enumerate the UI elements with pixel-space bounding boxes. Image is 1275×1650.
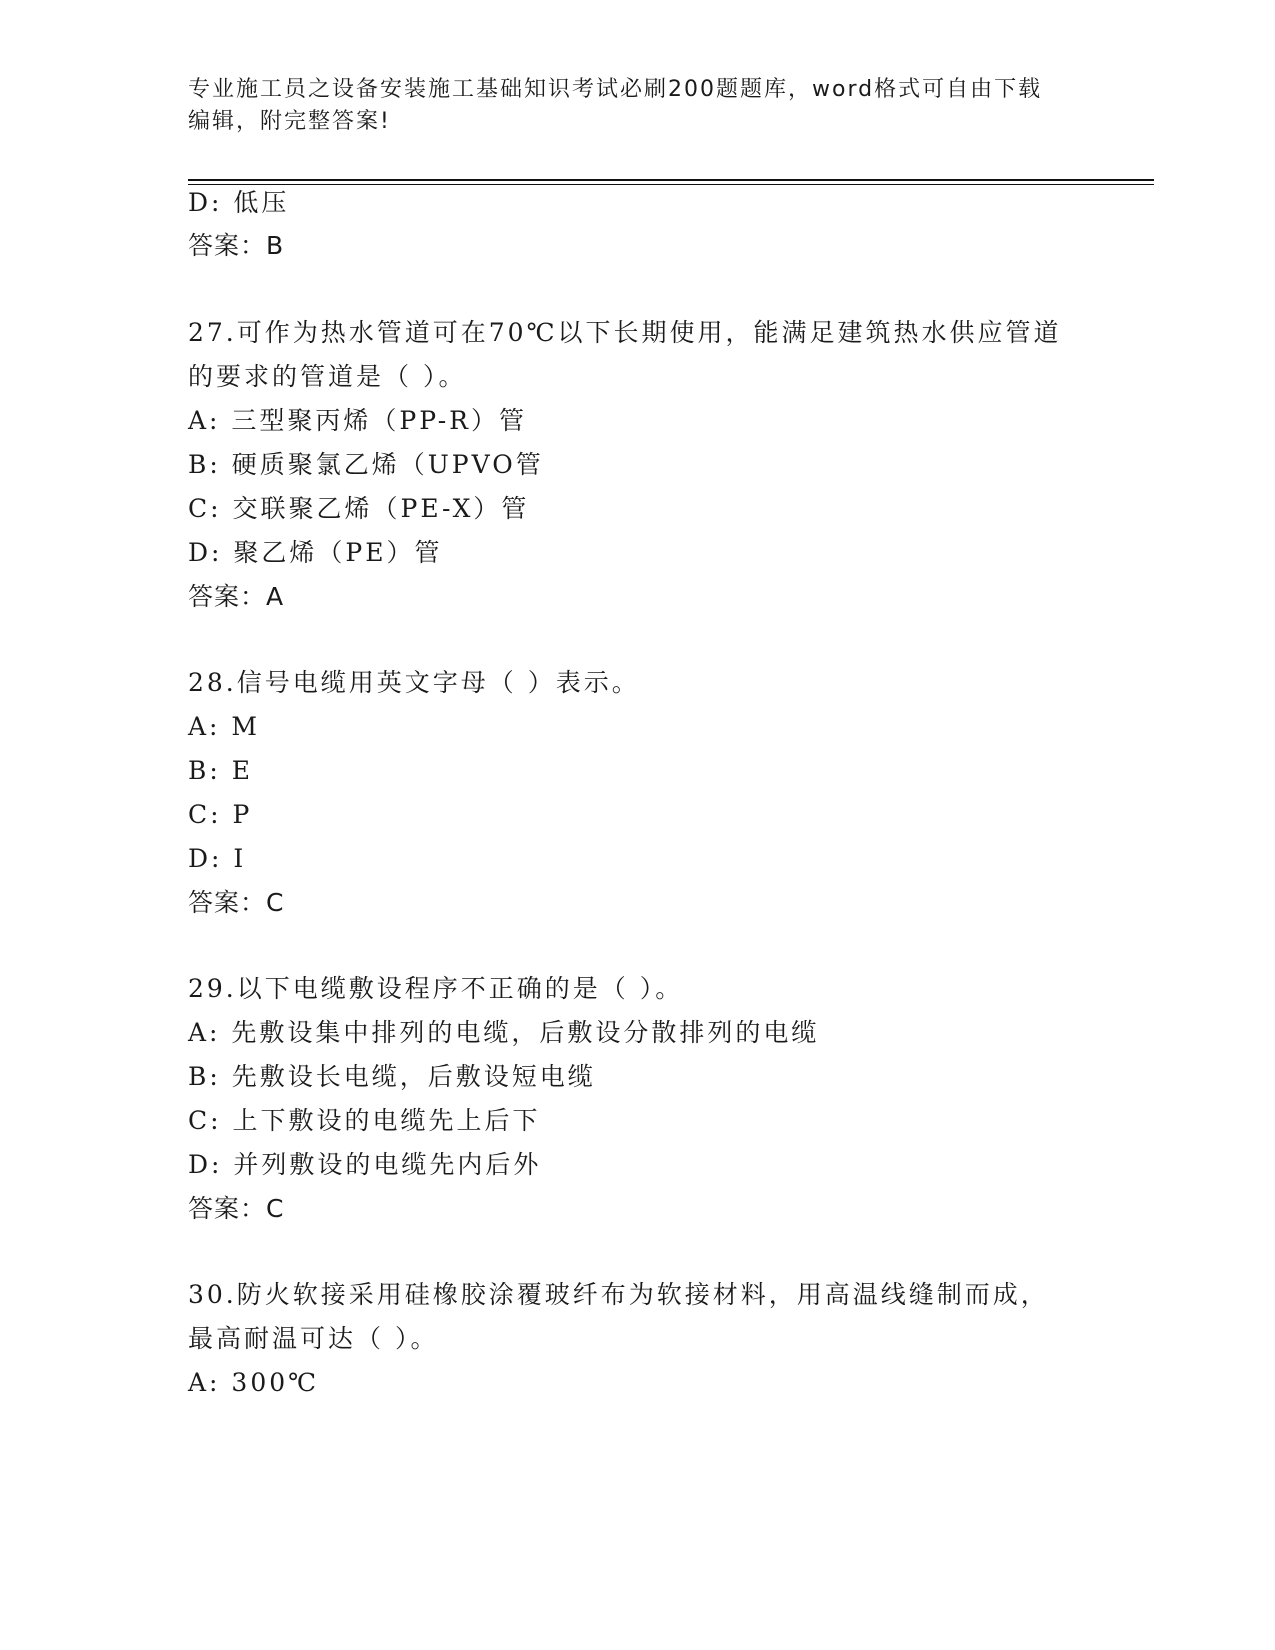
option-d: D: 低压 [188, 188, 290, 217]
header-title-line-1: 专业施工员之设备安装施工基础知识考试必刷200题题库，word格式可自由下载 [188, 77, 1043, 102]
option-a: A: 先敷设集中排列的电缆，后敷设分散排列的电缆 [188, 1018, 820, 1047]
header-divider-thick [188, 179, 1154, 181]
option-a: A: 三型聚丙烯（PP-R）管 [188, 406, 527, 435]
answer-label: 答案：B [188, 231, 285, 260]
question-stem: 29.以下电缆敷设程序不正确的是（ ）。 [188, 974, 684, 1003]
answer-label: 答案：C [188, 888, 285, 917]
option-c: C: 上下敷设的电缆先上后下 [188, 1106, 541, 1135]
option-a: A: 300℃ [188, 1368, 320, 1397]
question-stem-continued: 最高耐温可达（ ）。 [188, 1324, 439, 1353]
option-b: B: 先敷设长电缆，后敷设短电缆 [188, 1062, 596, 1091]
answer-label: 答案：C [188, 1194, 285, 1223]
option-b: B: E [188, 756, 253, 785]
option-b: B: 硬质聚氯乙烯（UPVO管 [188, 450, 544, 479]
option-a: A: M [188, 712, 261, 741]
question-stem: 27.可作为热水管道可在70℃以下长期使用，能满足建筑热水供应管道 [188, 318, 1062, 347]
question-stem: 28.信号电缆用英文字母（ ）表示。 [188, 668, 640, 697]
option-c: C: 交联聚乙烯（PE-X）管 [188, 494, 530, 523]
question-stem-continued: 的要求的管道是（ ）。 [188, 362, 467, 391]
option-c: C: P [188, 800, 253, 829]
option-d: D: 聚乙烯（PE）管 [188, 538, 443, 567]
header-divider-thin [188, 184, 1154, 185]
answer-label: 答案：A [188, 582, 285, 611]
option-d: D: 并列敷设的电缆先内后外 [188, 1150, 542, 1179]
document-header [188, 74, 1068, 138]
header-title-line-2: 编辑，附完整答案! [188, 109, 391, 134]
question-stem: 30.防火软接采用硅橡胶涂覆玻纤布为软接材料，用高温线缝制而成， [188, 1280, 1049, 1309]
option-d: D: I [188, 844, 247, 873]
